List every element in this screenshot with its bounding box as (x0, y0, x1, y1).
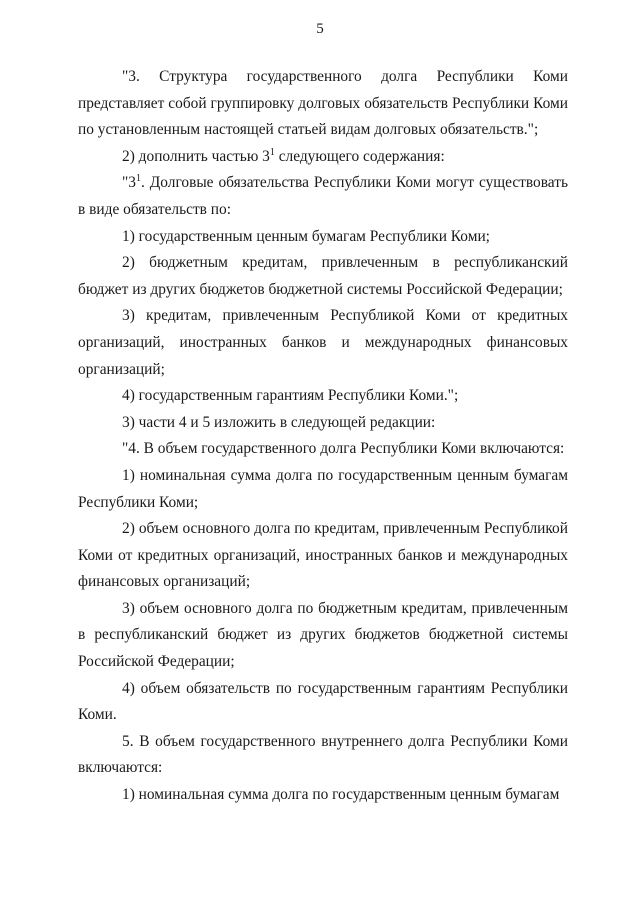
list-item-guarantees: 4) государственным гарантиям Республики Коми."; (122, 387, 459, 405)
list-item-budget-credits: 2) бюджетным кредитам, привлеченным в республиканский бюджет из других бюджетов бюджетной системы Российской Федерации; (78, 254, 568, 298)
list-item-guarantee-obligations: 4) объем обязательств по государственным гарантиям Республики Коми. (78, 679, 568, 724)
paragraph-text-after: . Долговые обязательства Республики Коми могут существовать в виде обязательств по: (78, 174, 568, 218)
list-item-principal-budget-credits: 3) объем основного долга по бюджетным кредитам, привлеченным в республиканский бюджет из других бюджетов бюджетной системы Российской Федерации; (78, 599, 568, 671)
paragraph-part-4: "4. В объем государственного долга Республики Коми включаются: (122, 440, 565, 458)
paragraph-part-5: 5. В объем государственного внутреннего долга Республики Коми включаются: (78, 732, 568, 777)
list-item-securities: 1) государственным ценным бумагам Республики Коми; (122, 227, 490, 245)
list-item-nominal-debt: 1) номинальная сумма долга по государственным ценным бумагам Республики Коми; (78, 466, 568, 511)
paragraph-text-after: следующего содержания: (274, 147, 445, 165)
paragraph-part-3-1 (78, 170, 568, 223)
paragraph-text-before: "3 (122, 174, 136, 192)
page-number: 5 (316, 21, 324, 37)
paragraph-amendment-add-part (78, 144, 568, 171)
superscript: 1 (135, 173, 141, 185)
document-body (78, 64, 568, 809)
list-item-principal-credits: 2) объем основного долга по кредитам, привлеченным Республикой Коми от кредитных организаций, иностранных банков и международных финансовых организаций; (78, 520, 568, 591)
list-item-credits: 3) кредитам, привлеченным Республикой Коми от кредитных организаций, иностранных банков и международных финансовых организаций; (78, 307, 568, 378)
superscript: 1 (269, 146, 275, 158)
paragraph-structure-definition: "3. Структура государственного долга Республики Коми представляет собой группировку долговых обязательств Республики Коми по установленным настоящей статьей видам долговых обязательств."; (78, 68, 568, 139)
list-item-nominal-debt-internal: 1) номинальная сумма долга по государственным ценным бумагам (122, 786, 560, 804)
paragraph-text-before: 2) дополнить частью 3 (122, 147, 270, 165)
paragraph-amendment-parts-4-5: 3) части 4 и 5 изложить в следующей редакции: (122, 413, 436, 431)
